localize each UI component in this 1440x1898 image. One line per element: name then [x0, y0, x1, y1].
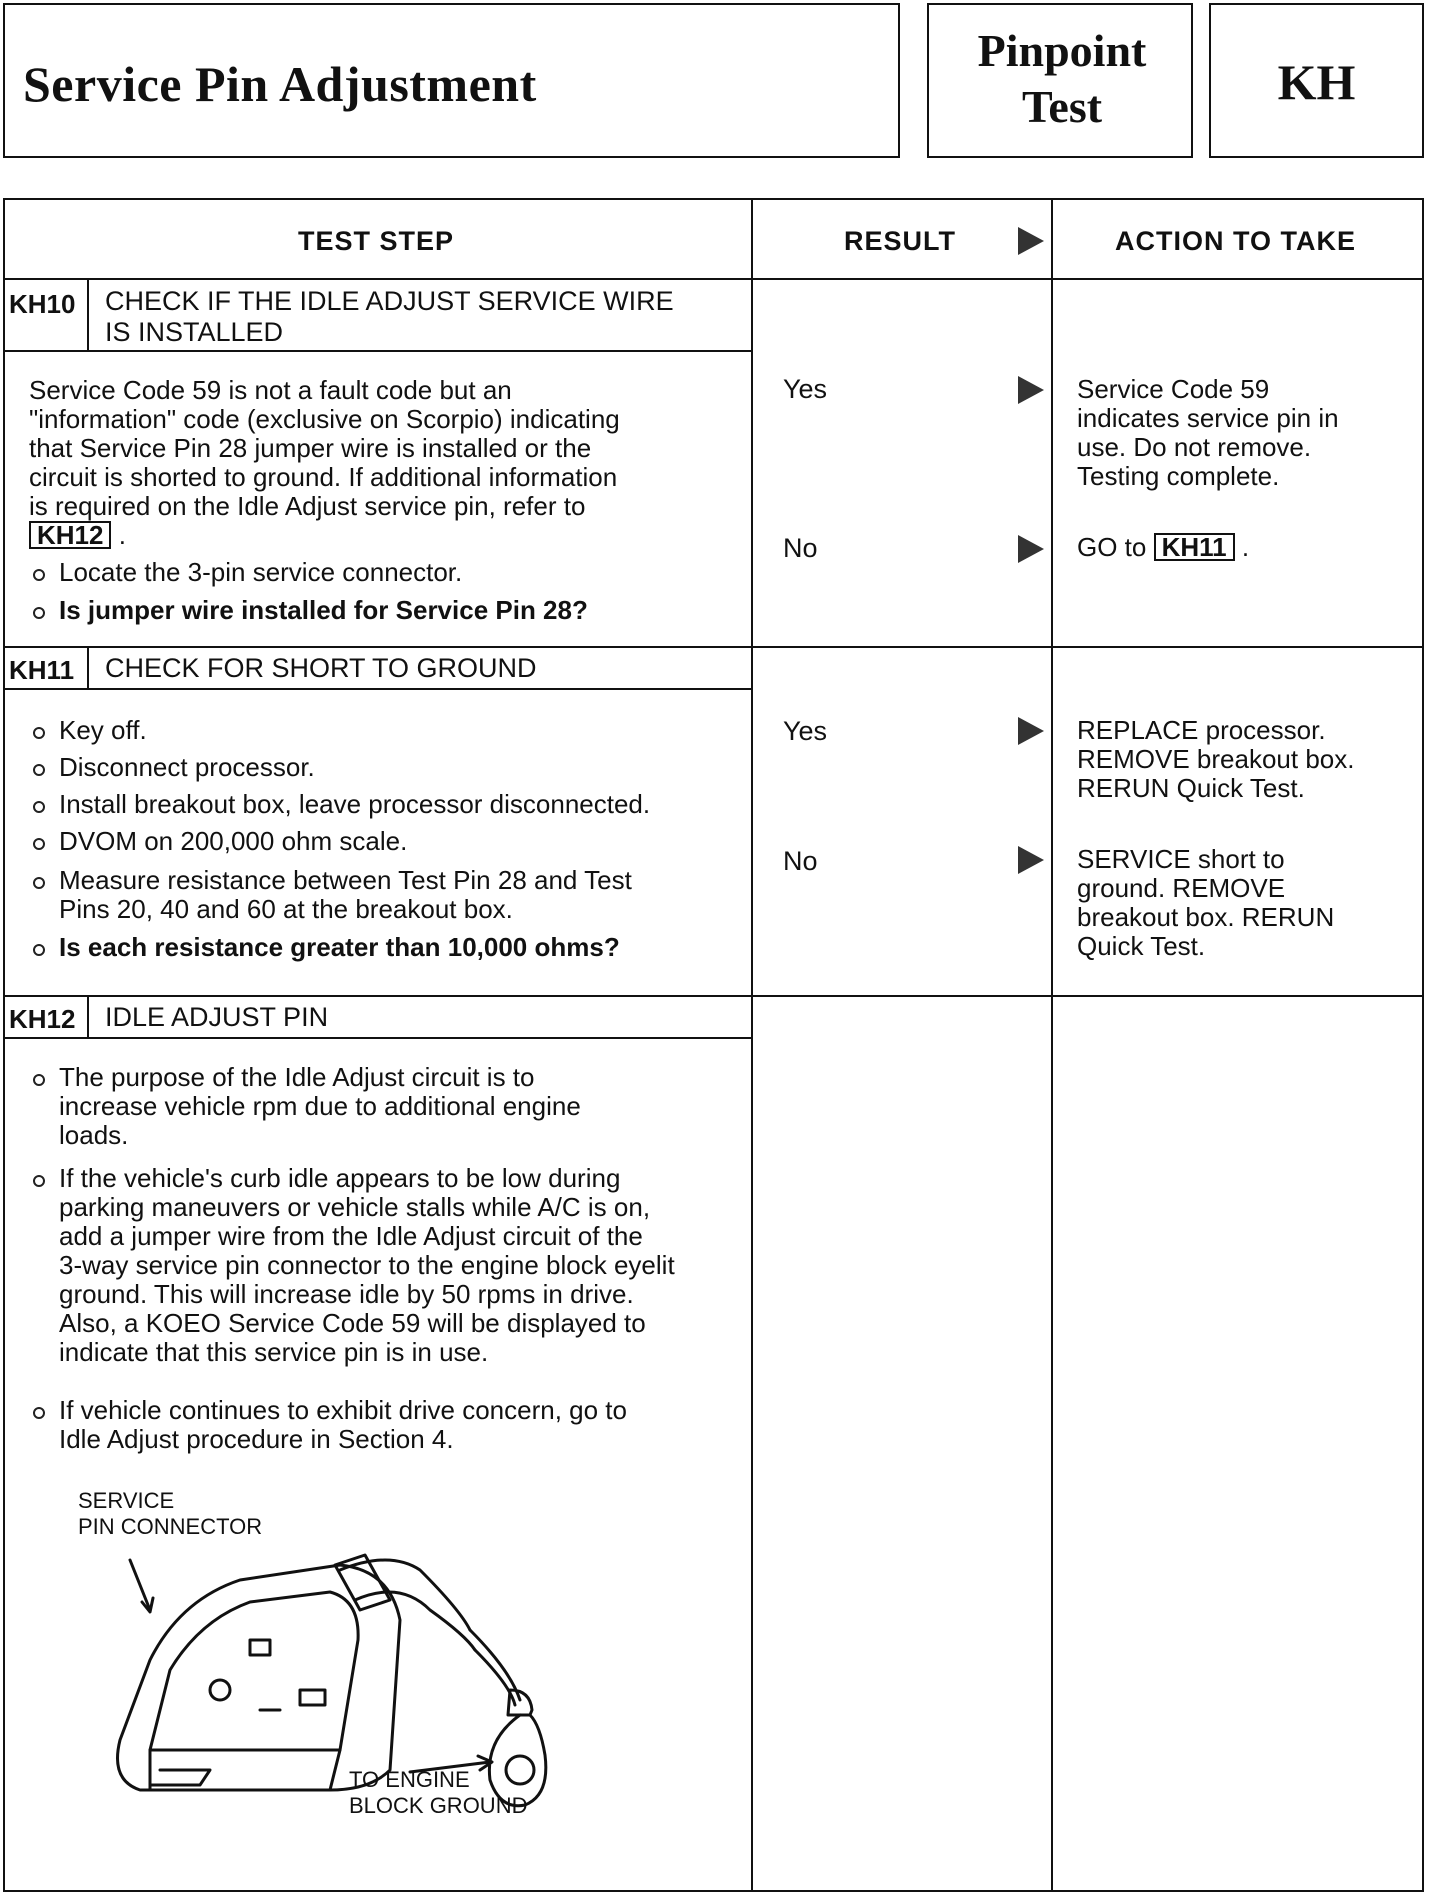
step-tag-kh12: KH12 [9, 1004, 76, 1034]
kh10-bullet-2: Is jumper wire installed for Service Pin 28? [29, 596, 588, 625]
text-line: Quick Test. [1077, 931, 1206, 961]
step-tag-kh10: KH10 [9, 289, 76, 319]
text-line: ground. REMOVE [1077, 873, 1286, 903]
text-line: 3-way service pin connector to the engine block eyelit [59, 1250, 675, 1280]
text-line: TO ENGINE [349, 1767, 470, 1792]
kh10-result-yes: Yes [783, 374, 828, 404]
step-title-kh10-line2: IS INSTALLED [105, 317, 284, 347]
text-line: Pins 20, 40 and 60 at the breakout box. [59, 894, 513, 924]
page-title: Service Pin Adjustment [23, 56, 537, 112]
text-line: loads. [59, 1120, 129, 1150]
text-line: If the vehicle's curb idle appears to be low during [59, 1163, 621, 1193]
text-line: BLOCK GROUND [349, 1793, 528, 1818]
kh11-result-yes: Yes [783, 716, 828, 746]
step-title-kh12: IDLE ADJUST PIN [105, 1002, 329, 1032]
kh11-no-action [1077, 845, 1334, 961]
text-line: increase vehicle rpm due to additional engine [59, 1091, 581, 1121]
header-divider [3, 278, 1424, 280]
text-line: is required on the Idle Adjust service pin, refer to [29, 491, 586, 521]
step-title-underline [3, 1037, 753, 1039]
text-line: If vehicle continues to exhibit drive concern, go to [59, 1395, 627, 1425]
text-line: that Service Pin 28 jumper wire is installed or the [29, 433, 592, 463]
column-divider [751, 198, 753, 1892]
step-title-kh11: CHECK FOR SHORT TO GROUND [105, 653, 537, 683]
no-arrow-icon [1018, 535, 1044, 563]
kh10-no-action [1077, 533, 1249, 562]
kh12-bullet-2 [29, 1164, 675, 1367]
go-to-text: GO to [1077, 532, 1147, 562]
step-tag-kh11: KH11 [9, 655, 75, 685]
header-action: ACTION TO TAKE [1115, 226, 1356, 256]
kh10-description [29, 376, 729, 550]
text-line: The purpose of the Idle Adjust circuit is to [59, 1062, 535, 1092]
text-line: REPLACE processor. [1077, 715, 1326, 745]
pinpoint-box [927, 3, 1193, 158]
kh12-bullet-1 [29, 1063, 581, 1150]
kh11-bullet-5 [29, 866, 632, 924]
ref-suffix: . [118, 520, 126, 550]
ref-suffix: . [1241, 532, 1250, 562]
ref-kh11[interactable]: KH11 [1154, 533, 1235, 561]
text-line: add a jumper wire from the Idle Adjust circuit of the [59, 1221, 643, 1251]
text-line: Also, a KOEO Service Code 59 will be displayed to [59, 1308, 646, 1338]
text-line: Testing complete. [1077, 461, 1280, 491]
text-line: Service Code 59 is not a fault code but an [29, 375, 512, 405]
kh10-yes-action [1077, 375, 1339, 491]
text-line: use. Do not remove. [1077, 432, 1312, 462]
row-divider [3, 646, 1424, 648]
text-line: SERVICE [78, 1488, 175, 1513]
kh11-bullet-4: DVOM on 200,000 ohm scale. [29, 827, 407, 856]
text-line: RERUN Quick Test. [1077, 773, 1305, 803]
kh11-bullet-1: Key off. [29, 716, 147, 745]
kh12-bullet-3 [29, 1396, 627, 1454]
row-divider [3, 995, 1424, 997]
step-title-kh10-line1: CHECK IF THE IDLE ADJUST SERVICE WIRE [105, 286, 674, 316]
header-result: RESULT [844, 226, 956, 256]
text-line: ground. This will increase idle by 50 rpms in drive. [59, 1279, 634, 1309]
kh10-result-no: No [783, 533, 818, 563]
text-line: indicates service pin in [1077, 403, 1339, 433]
text-line: circuit is shorted to ground. If additional information [29, 462, 618, 492]
test-code: KH [1277, 54, 1356, 110]
service-pin-connector-label [78, 1488, 262, 1540]
text-line: parking maneuvers or vehicle stalls while A/C is on, [59, 1192, 651, 1222]
step-title-underline [3, 688, 753, 690]
kh11-bullet-6: Is each resistance greater than 10,000 ohms? [29, 933, 620, 962]
yes-arrow-icon [1018, 717, 1044, 745]
ref-kh12[interactable]: KH12 [29, 521, 111, 549]
text-line: breakout box. RERUN [1077, 902, 1335, 932]
pinpoint-label: Pinpoint Test [977, 25, 1147, 132]
yes-arrow-icon [1018, 376, 1044, 404]
column-divider [1051, 198, 1053, 1892]
service-pin-connector-figure [90, 1540, 650, 1840]
text-line: Measure resistance between Test Pin 28 and Test [59, 865, 632, 895]
text-line: REMOVE breakout box. [1077, 744, 1355, 774]
test-code-box [1209, 3, 1424, 158]
text-line: Idle Adjust procedure in Section 4. [59, 1424, 454, 1454]
kh11-result-no: No [783, 846, 818, 876]
title-box [3, 3, 900, 158]
header-test-step: TEST STEP [298, 226, 455, 256]
text-line: SERVICE short to [1077, 844, 1285, 874]
kh11-bullet-2: Disconnect processor. [29, 753, 315, 782]
text-line: "information" code (exclusive on Scorpio) indicating [29, 404, 620, 434]
text-line: PIN CONNECTOR [78, 1514, 263, 1539]
text-line: indicate that this service pin is in use. [59, 1337, 489, 1367]
no-arrow-icon [1018, 846, 1044, 874]
kh10-bullet-1: Locate the 3-pin service connector. [29, 558, 462, 587]
ref-line [29, 521, 729, 550]
kh11-yes-action [1077, 716, 1354, 803]
text-line: Service Code 59 [1077, 374, 1270, 404]
kh11-bullet-3: Install breakout box, leave processor disconnected. [29, 790, 650, 819]
step-title-underline [3, 350, 753, 352]
result-arrow-icon [1018, 227, 1044, 255]
